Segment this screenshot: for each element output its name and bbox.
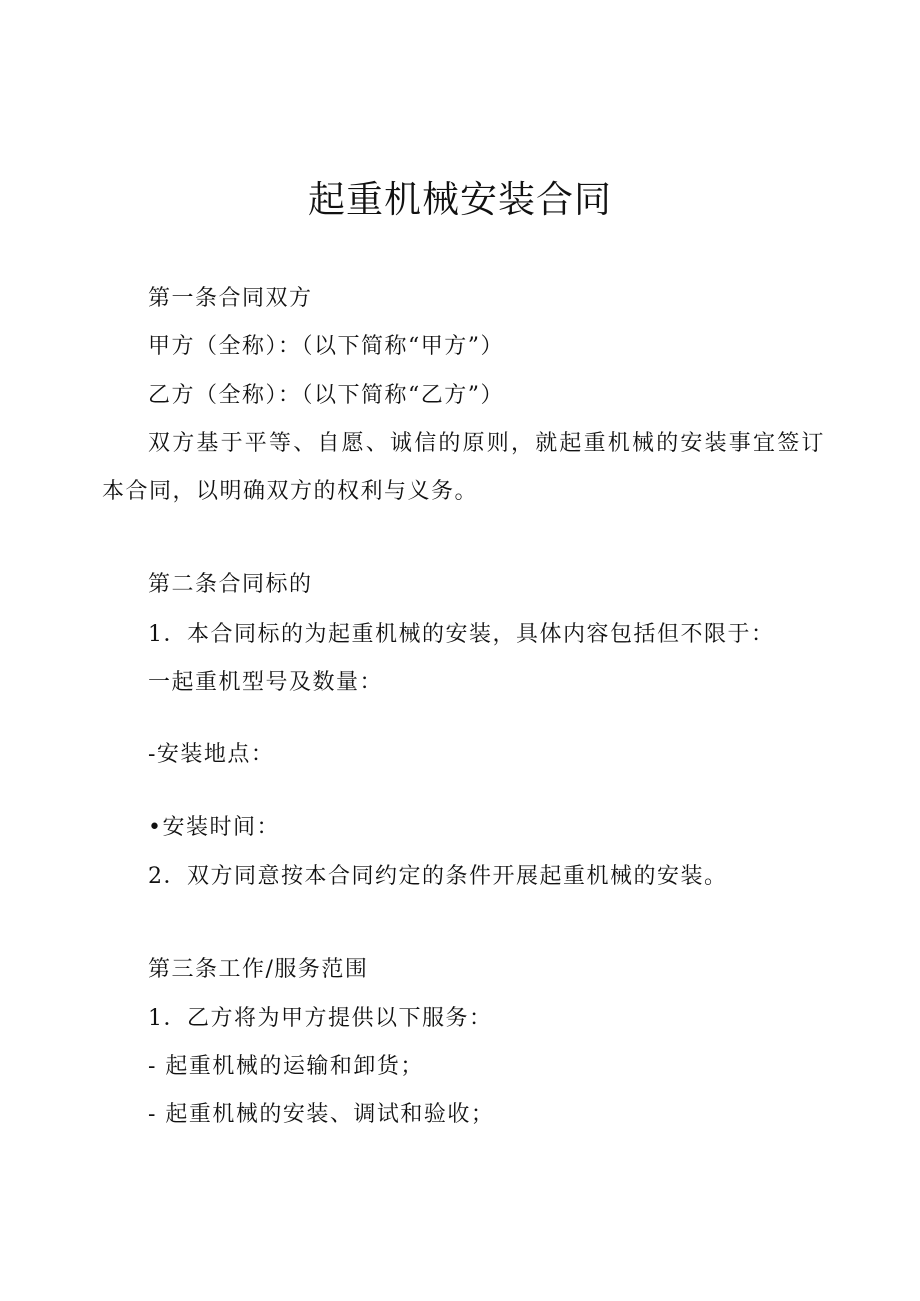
- document-title: 起重机械安装合同: [308, 178, 612, 221]
- install-time-field: •安装时间：: [148, 815, 280, 840]
- article3-item1: 1．乙方将为甲方提供以下服务：: [148, 1006, 493, 1031]
- install-location-field: -安装地点：: [148, 742, 275, 767]
- article2-heading: 第二条合同标的: [148, 572, 313, 597]
- article1-heading: 第一条合同双方: [148, 286, 313, 311]
- crane-model-field: 一起重机型号及数量：: [148, 670, 384, 695]
- service-installation: - 起重机械的安装、调试和验收；: [148, 1102, 495, 1127]
- service-transport: - 起重机械的运输和卸货；: [148, 1054, 424, 1079]
- party-a-line: 甲方（全称）：（以下简称“甲方”）: [148, 334, 504, 359]
- article2-item1: 1．本合同标的为起重机械的安装，具体内容包括但不限于：: [148, 622, 775, 647]
- article3-heading: 第三条工作/服务范围: [148, 957, 369, 982]
- intro-paragraph-line1: 双方基于平等、自愿、诚信的原则，就起重机械的安装事宜签订: [148, 431, 826, 456]
- article2-item2: 2．双方同意按本合同约定的条件开展起重机械的安装。: [148, 864, 728, 889]
- party-b-line: 乙方（全称）：（以下简称“乙方”）: [148, 383, 504, 408]
- intro-paragraph-line2: 本合同，以明确双方的权利与义务。: [102, 479, 479, 504]
